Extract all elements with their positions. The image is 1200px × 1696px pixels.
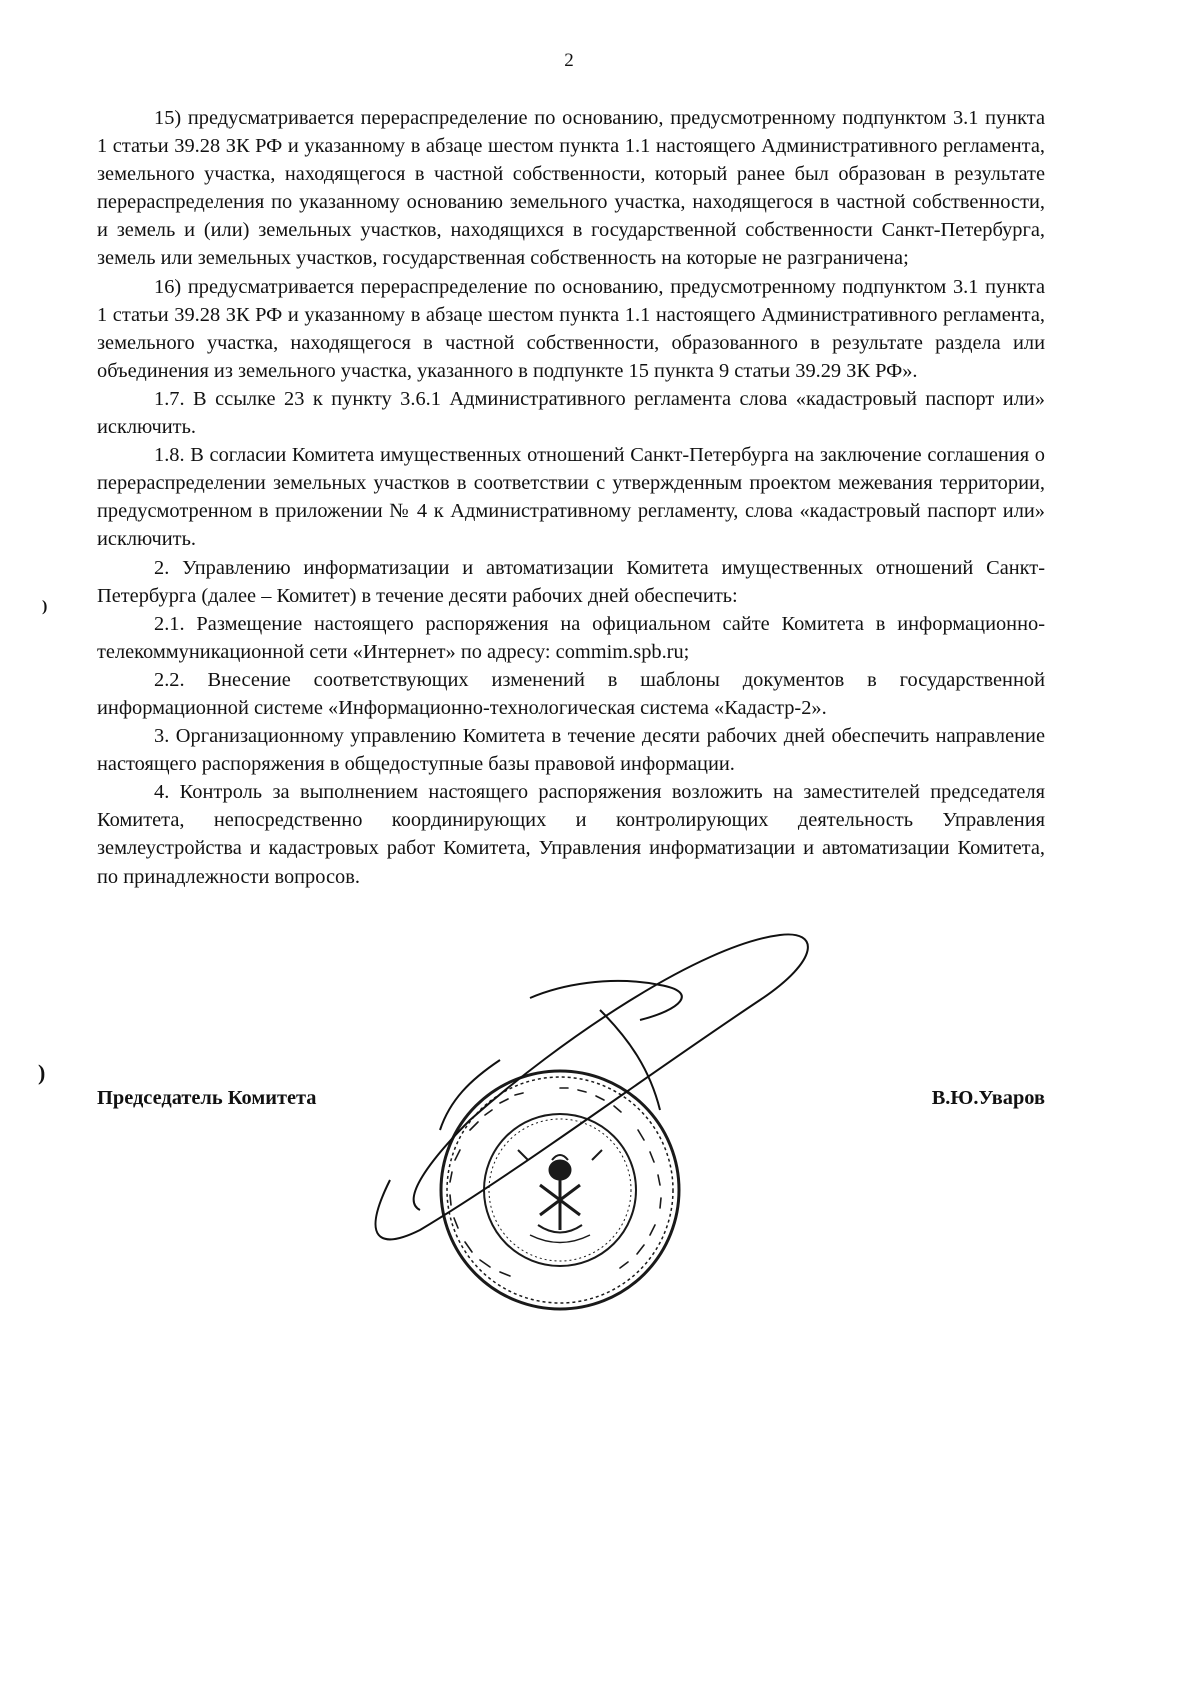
signatory-title: Председатель Комитета bbox=[97, 1087, 317, 1109]
stamp-ring-text-marks bbox=[450, 1088, 661, 1276]
paragraph-15: 15) предусматривается перераспределение по основанию, предусмотренному подпунктом 3.1 пункта 1 статьи 39.28 ЗК РФ и указанному в абзаце шестом пункта 1.1 настоящего Административного регламента, земельного участка, находящегося в частной собственности, который ранее был образован в результате перераспределения по указанному основанию земельного участка, находящегося в частной собственности, и земель и (или) земельных участков, находящихся в государственной собственности Санкт-Петербурга, земель или земельных участков, государственная собственность на которые не разграничена; bbox=[97, 107, 1045, 270]
coat-of-arms-icon bbox=[518, 1150, 602, 1243]
paragraph-16: 16) предусматривается перераспределение по основанию, предусмотренному подпунктом 3.1 пункта 1 статьи 39.28 ЗК РФ и указанному в абзаце шестом пункта 1.1 настоящего Административного регламента, земельного участка, находящегося в частной собственности, образованного в результате раздела или объединения из земельного участка, указанного в подпункте 15 пункта 9 статьи 39.29 ЗК РФ». bbox=[97, 275, 1045, 382]
paragraph-3: 3. Организационному управлению Комитета в течение десяти рабочих дней обеспечить направление настоящего распоряжения в общедоступные базы правовой информации. bbox=[97, 725, 1045, 776]
paragraph-2-1: 2.1. Размещение настоящего распоряжения на официальном сайте Комитета в информационно-телекоммуникационной сети «Интернет» по адресу: commim.spb.ru; bbox=[97, 612, 1045, 663]
paragraph-2: 2. Управлению информатизации и автоматизации Комитета имущественных отношений Санкт-Петербурга (далее – Комитет) в течение десяти рабочих дней обеспечить: bbox=[97, 556, 1045, 607]
paragraph-4: 4. Контроль за выполнением настоящего распоряжения возложить на заместителей председателя Комитета, непосредственно координирующих и контролирующих деятельность Управления землеустройства и кадастровых работ Комитета, Управления информатизации и автоматизации Комитета, по принадлежности вопросов. bbox=[97, 781, 1045, 888]
signatory-name: В.Ю.Уваров bbox=[931, 1087, 1045, 1109]
paragraph-1-7: 1.7. В ссылке 23 к пункту 3.6.1 Административного регламента слова «кадастровый паспорт или» исключить. bbox=[97, 387, 1045, 439]
stamp-seal bbox=[441, 1071, 679, 1309]
page-number: 2 bbox=[564, 50, 574, 71]
paragraph-2-2: 2.2. Внесение соответствующих изменений в шаблоны документов в государственной информационной системе «Информационно-технологическая система «Кадастр-2». bbox=[97, 668, 1045, 719]
paragraph-1-8: 1.8. В согласии Комитета имущественных отношений Санкт-Петербурга на заключение соглашения о перераспределении земельных участков в соответствии с утвержденным проектом межевания территории, предусмотренном в приложении № 4 к Административному регламенту, слова «кадастровый паспорт или» исключить. bbox=[97, 444, 1045, 551]
signature-scribble bbox=[376, 934, 808, 1239]
margin-mark: ) bbox=[42, 598, 48, 615]
document-body bbox=[97, 104, 1045, 891]
margin-mark: ) bbox=[38, 1060, 46, 1085]
